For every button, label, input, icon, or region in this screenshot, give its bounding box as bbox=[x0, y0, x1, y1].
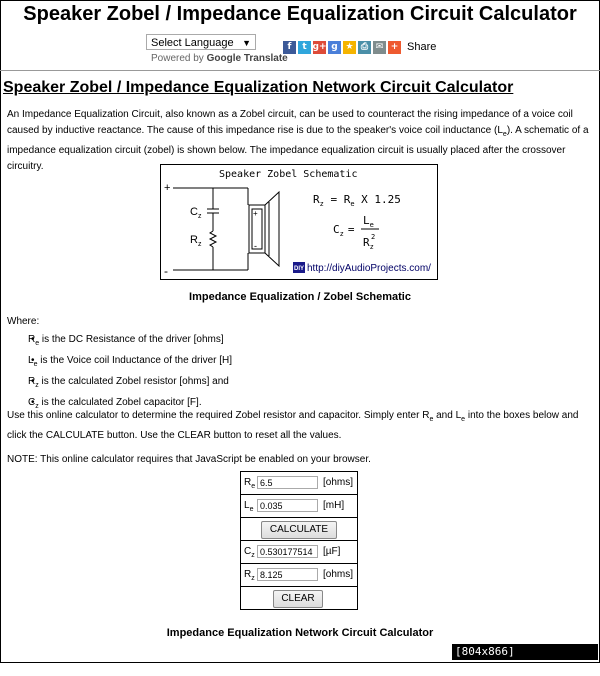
schematic-caption: Impedance Equalization / Zobel Schematic bbox=[189, 291, 411, 303]
chevron-down-icon: ▼ bbox=[242, 38, 251, 48]
google-icon[interactable]: g bbox=[328, 41, 341, 54]
diy-logo-text: DIY bbox=[294, 266, 305, 272]
speaker-plus: + bbox=[253, 209, 258, 218]
re-label: $R_e$ bbox=[244, 477, 256, 490]
print-icon[interactable]: ⎙ bbox=[358, 41, 371, 54]
cz-label: $C_z$ bbox=[244, 546, 255, 559]
share-bar bbox=[283, 40, 436, 54]
cz-output[interactable]: 0.530177514 bbox=[257, 545, 318, 558]
image-host-stamp: [804x866] http://upic.me/ bbox=[452, 644, 598, 660]
calculate-button[interactable]: CALCULATE bbox=[261, 521, 337, 539]
definition-symbol: C bbox=[28, 397, 36, 408]
resistor-symbol bbox=[210, 231, 216, 247]
language-select-value: Select Language bbox=[151, 37, 234, 49]
definition-subscript: e bbox=[35, 340, 40, 347]
instructions-sub-2: e bbox=[461, 416, 466, 423]
le-label: $L_e$ bbox=[244, 500, 254, 513]
definition-subscript: e bbox=[33, 361, 38, 368]
le-input[interactable]: 0.035 bbox=[257, 499, 318, 512]
definitions-list bbox=[7, 331, 232, 415]
definition-text: is the calculated Zobel resistor [ohms] and bbox=[38, 376, 229, 387]
definition-item bbox=[19, 352, 232, 373]
powered-by-google bbox=[151, 53, 288, 64]
powered-by-text: Powered by bbox=[151, 53, 204, 64]
zobel-schematic bbox=[160, 164, 438, 280]
instructions-text-2: into the boxes below and click the CALCULATE button. Use the CLEAR button to reset all the values. bbox=[7, 410, 579, 441]
instructions-sub-1: e bbox=[429, 416, 434, 423]
intro-sub: e bbox=[502, 131, 507, 138]
instructions-and: and L bbox=[433, 410, 462, 421]
definition-symbol: R bbox=[28, 334, 36, 345]
share-link[interactable]: Share bbox=[407, 41, 437, 53]
language-select[interactable] bbox=[146, 34, 256, 50]
formula-le: $L_e$ bbox=[363, 214, 374, 229]
clear-row bbox=[241, 587, 357, 609]
definition-item bbox=[19, 331, 232, 352]
javascript-note: NOTE: This online calculator requires that JavaScript be enabled on your browser. bbox=[7, 454, 371, 465]
google-text: Google bbox=[206, 53, 242, 64]
translate-link[interactable]: Translate bbox=[243, 53, 288, 64]
facebook-icon[interactable]: f bbox=[283, 41, 296, 54]
schematic-url: http://diyAudioProjects.com/ bbox=[307, 263, 431, 274]
cz-label: $C_z$ bbox=[190, 206, 202, 220]
email-icon[interactable]: ✉ bbox=[373, 41, 386, 54]
re-input[interactable]: 6.5 bbox=[257, 476, 318, 489]
definition-subscript: z bbox=[35, 403, 39, 410]
speaker-minus: - bbox=[254, 241, 257, 251]
re-unit: [ohms] bbox=[323, 477, 354, 488]
calculator-caption: Impedance Equalization Network Circuit Calculator bbox=[166, 627, 434, 639]
rz-unit: [ohms] bbox=[323, 569, 354, 580]
intro-text-1: An Impedance Equalization Circuit, also known as a Zobel circuit, can be used to counteract the rising impedance of a voice coil caused by inductive reactance. The cause of this impedance rise is due to the speaker's voice coil inductance (L bbox=[7, 109, 573, 136]
cz-row bbox=[241, 541, 357, 564]
formula-exponent: 2 bbox=[371, 233, 376, 241]
zobel-calculator bbox=[240, 471, 358, 610]
schematic-title: Speaker Zobel Schematic bbox=[219, 169, 358, 180]
le-row bbox=[241, 495, 357, 518]
definition-text: is the DC Resistance of the driver [ohms] bbox=[39, 334, 224, 345]
rz-label: $R_z$ bbox=[244, 569, 255, 582]
formula-cz-lhs: $C_z$ = bbox=[333, 223, 355, 238]
schematic-minus: - bbox=[164, 264, 168, 278]
section-title: Speaker Zobel / Impedance Equalization Network Circuit Calculator bbox=[3, 79, 514, 96]
definition-symbol: R bbox=[28, 376, 36, 387]
twitter-icon[interactable]: t bbox=[298, 41, 311, 54]
favorites-icon[interactable]: ★ bbox=[343, 41, 356, 54]
formula-rz: $R_z = R_e$ X 1.25 bbox=[313, 193, 401, 208]
rz-row bbox=[241, 564, 357, 587]
clear-button[interactable]: CLEAR bbox=[273, 590, 323, 608]
le-unit: [mH] bbox=[323, 500, 345, 511]
where-label: Where: bbox=[7, 316, 40, 327]
instructions-text-1: Use this online calculator to determine the required Zobel resistor and capacitor. Simply enter R bbox=[7, 410, 430, 421]
schematic-plus: + bbox=[164, 182, 171, 194]
formula-rz-squared: $R_z$ bbox=[363, 236, 374, 251]
rz-output[interactable]: 8.125 bbox=[257, 568, 318, 581]
more-icon[interactable]: + bbox=[388, 41, 401, 54]
divider bbox=[0, 70, 600, 71]
speaker-cone bbox=[265, 192, 279, 266]
rz-label: $R_z$ bbox=[190, 234, 202, 248]
instructions-paragraph bbox=[7, 408, 592, 444]
cz-unit: [µF] bbox=[323, 546, 341, 557]
definition-subscript: z bbox=[35, 382, 39, 389]
definition-item bbox=[19, 373, 232, 394]
googleplus-icon[interactable]: g+ bbox=[312, 42, 327, 52]
definition-text: is the calculated Zobel capacitor [F]. bbox=[38, 397, 202, 408]
definition-text: is the Voice coil Inductance of the driver [H] bbox=[37, 355, 233, 366]
definition-symbol: L bbox=[28, 355, 34, 366]
calculate-row bbox=[241, 518, 357, 541]
intro-text-2: ). A schematic of a impedance equalization circuit (zobel) is shown below. The impedance equalization circuit is usually placed after the crossover circuitry. bbox=[7, 125, 589, 172]
re-row bbox=[241, 472, 357, 495]
page-title: Speaker Zobel / Impedance Equalization Circuit Calculator bbox=[23, 3, 577, 25]
